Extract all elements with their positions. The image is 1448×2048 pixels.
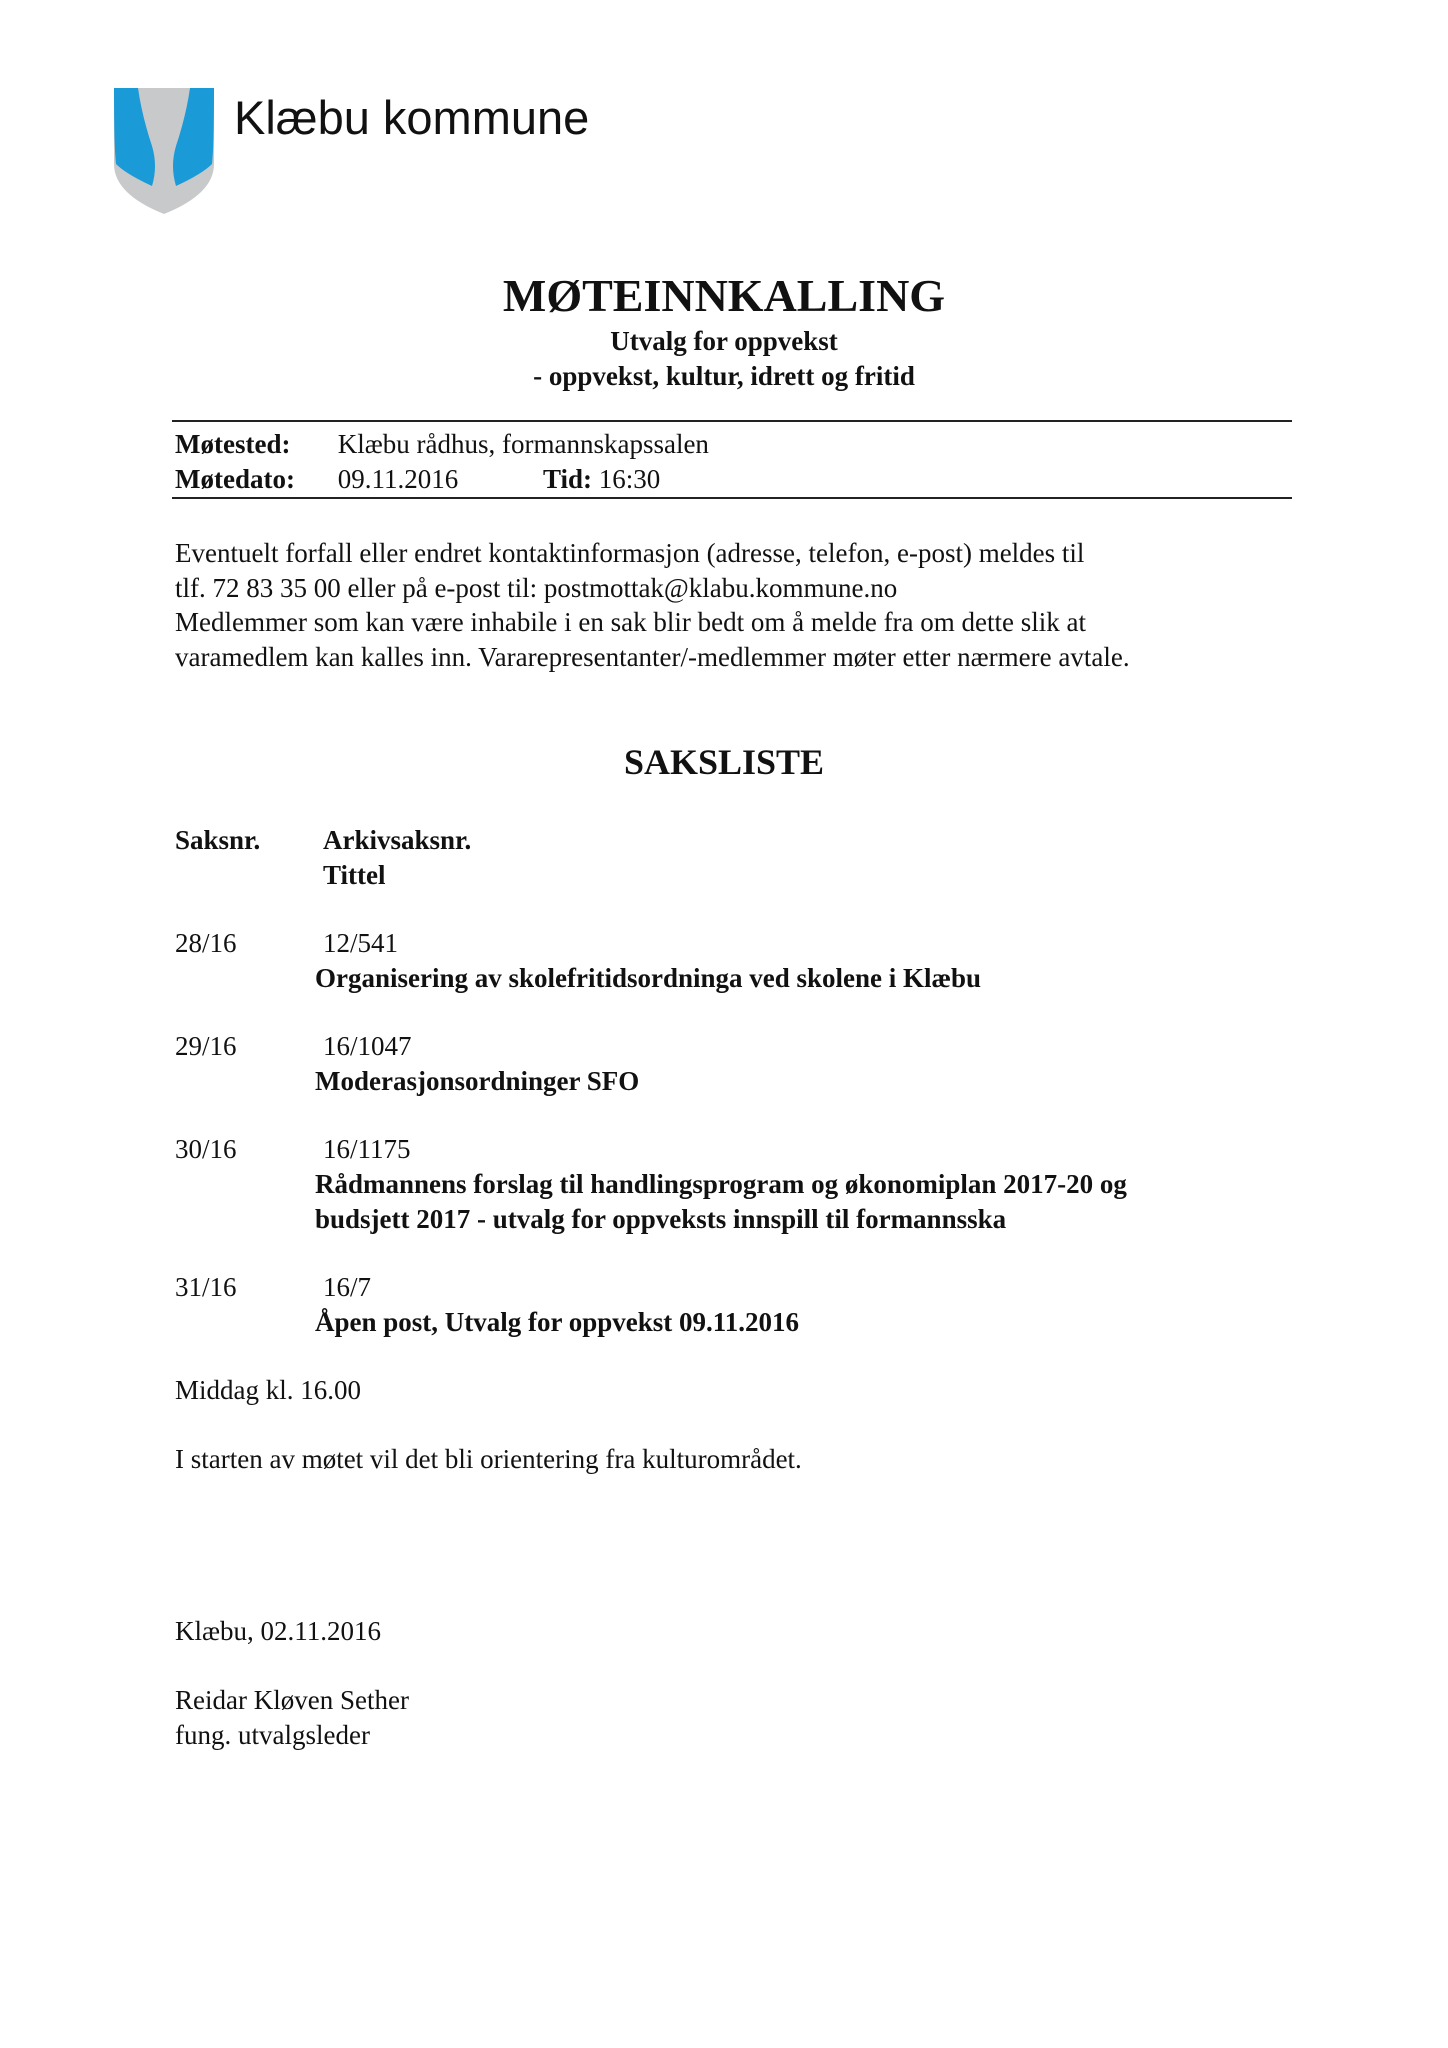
column-saksnr: Saksnr. xyxy=(175,825,261,855)
info-line: Eventuelt forfall eller endret kontaktinformasjon (adresse, telefon, e-post) meldes til xyxy=(175,538,1085,568)
meeting-place-label: Møtested: xyxy=(175,429,291,459)
meeting-place-row xyxy=(175,427,709,462)
klaebu-coat-of-arms-icon xyxy=(112,86,216,216)
signer-role: fung. utvalgsleder xyxy=(175,1720,370,1750)
meeting-date: 09.11.2016 xyxy=(337,464,459,494)
dinner-note: Middag kl. 16.00 xyxy=(175,1375,361,1405)
item-title: Organisering av skolefritidsordninga ved skolene i Klæbu xyxy=(315,963,982,993)
item-arkivsaksnr: 12/541 xyxy=(323,928,399,958)
column-arkivsaksnr: Arkivsaksnr. xyxy=(323,825,472,855)
title-block xyxy=(0,268,1448,394)
item-arkivsaksnr: 16/7 xyxy=(323,1272,372,1302)
agenda-heading: SAKSLISTE xyxy=(623,742,825,782)
info-line: Medlemmer som kan være inhabile i en sak blir bedt om å melde fra om dette slik at xyxy=(175,607,1086,637)
column-tittel: Tittel xyxy=(323,860,386,890)
document-title: MØTEINNKALLING xyxy=(502,270,946,321)
meeting-time: 16:30 xyxy=(598,464,661,494)
meeting-date-row xyxy=(175,462,660,497)
organization-name: Klæbu kommune xyxy=(234,91,590,144)
item-title: Åpen post, Utvalg for oppvekst 09.11.2016 xyxy=(315,1307,800,1337)
signer-name: Reidar Kløven Sether xyxy=(175,1685,409,1715)
place-date: Klæbu, 02.11.2016 xyxy=(175,1616,382,1646)
bottom-divider xyxy=(172,497,1292,499)
meeting-date-label: Møtedato: xyxy=(175,464,295,494)
item-title: Rådmannens forslag til handlingsprogram og økonomiplan 2017-20 og xyxy=(315,1169,1127,1199)
info-line: varamedlem kan kalles inn. Vararepresentanter/-medlemmer møter etter nærmere avtale. xyxy=(175,641,1130,672)
committee-scope: - oppvekst, kultur, idrett og fritid xyxy=(533,361,915,391)
top-divider xyxy=(172,420,1292,422)
contact-info-paragraph xyxy=(175,536,1295,674)
orientation-note: I starten av møtet vil det bli orientering fra kulturområdet. xyxy=(175,1444,802,1474)
item-saksnr: 31/16 xyxy=(175,1272,237,1302)
item-saksnr: 30/16 xyxy=(175,1134,237,1164)
item-title: Moderasjonsordninger SFO xyxy=(315,1066,640,1096)
meeting-time-label: Tid: xyxy=(543,464,593,494)
item-saksnr: 29/16 xyxy=(175,1031,237,1061)
item-arkivsaksnr: 16/1175 xyxy=(323,1134,411,1164)
meeting-place: Klæbu rådhus, formannskapssalen xyxy=(337,429,709,459)
item-saksnr: 28/16 xyxy=(175,928,237,958)
committee-name: Utvalg for oppvekst xyxy=(610,326,838,356)
info-line: tlf. 72 83 35 00 eller på e-post til: postmottak@klabu.kommune.no xyxy=(175,572,898,603)
item-title: budsjett 2017 - utvalg for oppveksts innspill til formannsska xyxy=(315,1204,1007,1234)
item-arkivsaksnr: 16/1047 xyxy=(323,1031,412,1061)
